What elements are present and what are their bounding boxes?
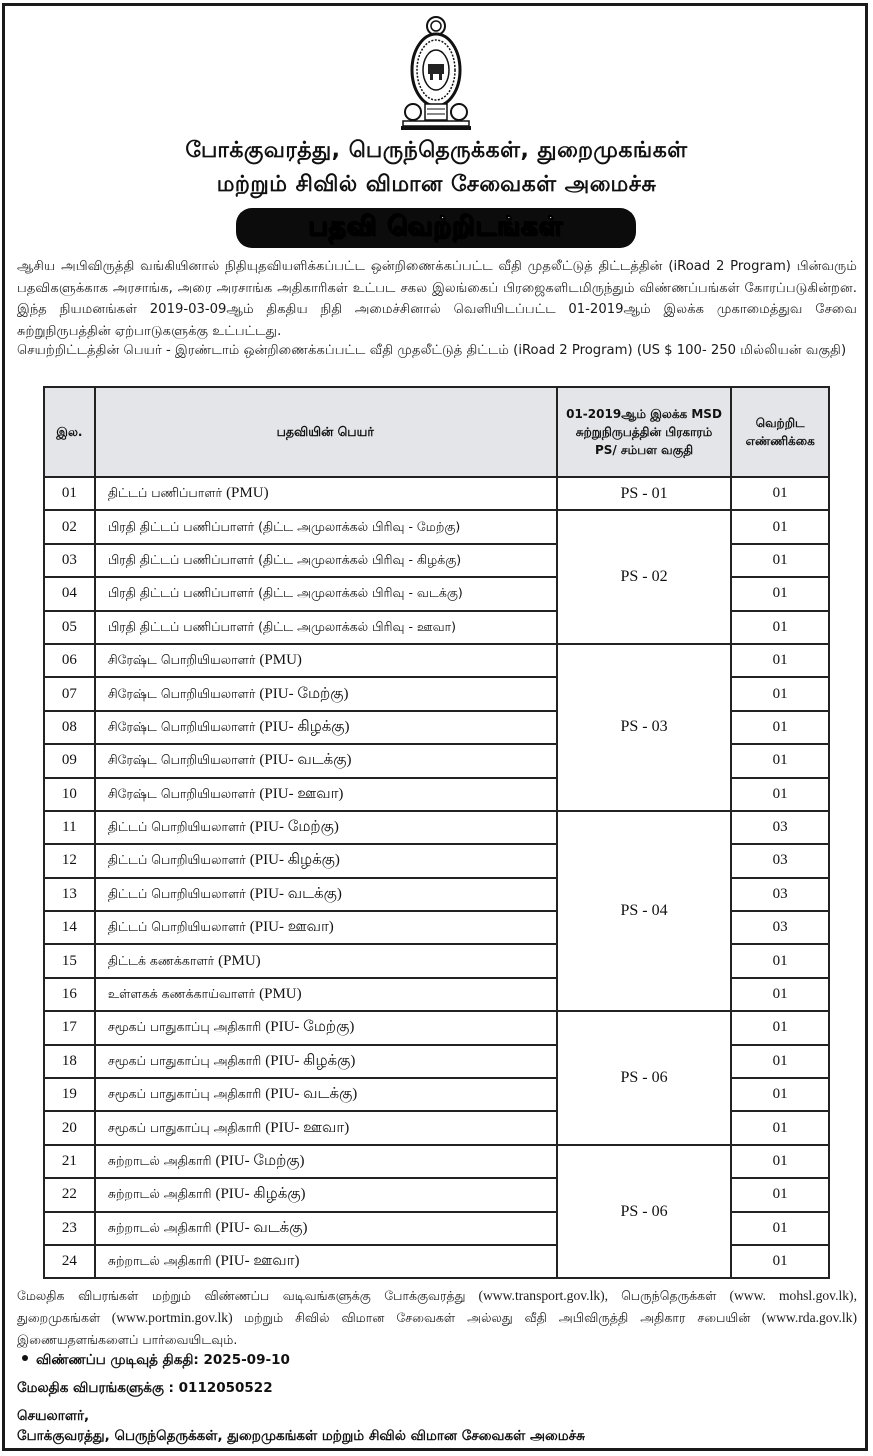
position-title: சமூகப் பாதுகாப்பு அதிகாரி [107,1119,262,1135]
position-title: சமூகப் பாதுகாப்பு அதிகாரி [107,1019,262,1035]
position-unit: (PIU- கிழக்கு) [215,1186,306,1203]
row-number: 07 [44,677,95,710]
position-title: சிரேஷ்ட பொறியியலாளர் [107,785,256,801]
position-unit: (PIU- கிழக்கு) [249,852,340,869]
row-number: 06 [44,644,95,677]
row-number: 19 [44,1078,95,1111]
position-name [95,477,557,510]
more-info-paragraph [17,1285,857,1351]
position-name [95,544,557,577]
info-prefix: மேலதிக விபரங்கள் மற்றும் விண்ணப்ப வடிவங்களுக்கு போக்குவரத்து [17,1288,466,1303]
salary-scale: PS - 02 [557,510,732,644]
row-number: 02 [44,510,95,543]
vacancy-count: 01 [731,1111,829,1144]
vacancy-count: 01 [731,1145,829,1178]
row-number: 10 [44,778,95,811]
row-number: 08 [44,711,95,744]
position-name [95,1045,557,1078]
row-number: 01 [44,477,95,510]
vacancy-count: 01 [731,744,829,777]
project-name: செயற்றிட்டத்தின் பெயர் - இரண்டாம் ஒன்றிணைக்கப்பட்ட வீதி முதலீட்டுத் திட்டம் (iRoad 2 Program) (US $ 100- 250 மில்லியன் வகுதி) [17,343,847,358]
ministry-title-line2: மற்றும் சிவில் விமான சேவைகள் அமைச்சு [216,172,657,197]
row-number: 15 [44,944,95,977]
vacancy-count: 01 [731,711,829,744]
row-number: 18 [44,1045,95,1078]
position-name [95,978,557,1011]
salary-scale: PS - 06 [557,1145,732,1279]
position-name [95,577,557,610]
contact-phone: மேலதிக விபரங்களுக்கு : 0112050522 [17,1380,273,1396]
link-transport[interactable]: (www.transport.gov.lk), [478,1288,609,1303]
row-number: 04 [44,577,95,610]
row-number: 12 [44,844,95,877]
position-name [95,778,557,811]
link-rda[interactable]: (www.rda.gov.lk) [761,1310,858,1325]
position-unit: (PIU- கிழக்கு) [259,718,350,735]
position-title: சமூகப் பாதுகாப்பு அதிகாரி [107,1052,262,1068]
vacancy-count: 01 [731,1011,829,1044]
position-unit: (PIU- வடக்கு) [215,1219,308,1236]
table-header-row [44,387,829,477]
header-salary-scale: 01-2019ஆம் இலக்க MSD சுற்றுநிருபத்தின் பிரகாரம் PS/ சம்பள வகுதி [557,387,732,477]
position-unit: (PIU- மேற்கு) [215,1153,305,1169]
position-unit: (PIU- மேற்கு) [259,685,349,702]
position-title: சிரேஷ்ட பொறியியலாளர் [107,685,256,701]
vacancy-count: 01 [731,1245,829,1278]
position-unit: (PIU- கிழக்கு) [265,1052,356,1069]
vacancy-count: 01 [731,477,829,510]
position-unit: (PIU- ஊவா) [249,919,334,936]
position-unit: (PMU) [226,485,269,502]
vacancy-count: 03 [731,811,829,844]
info-highways: பெருந்தெருக்கள் [621,1288,717,1303]
position-unit: (PIU- வடக்கு) [259,752,352,769]
row-number: 23 [44,1212,95,1245]
vacancy-count: 03 [731,878,829,911]
salary-scale: PS - 03 [557,644,732,811]
position-name [95,644,557,677]
position-name [95,711,557,744]
link-highways[interactable]: (www. mohsl.gov.lk), [729,1288,857,1303]
position-title: சிரேஷ்ட பொறியியலாளர் [107,752,256,768]
vacancy-count: 01 [731,1045,829,1078]
header-no: இல. [44,387,95,477]
salary-scale: PS - 04 [557,811,732,1011]
position-title: திட்டப் பொறியியலாளர் [107,885,246,901]
info-ports: துறைமுகங்கள் [17,1310,101,1325]
vacancy-count: 03 [731,844,829,877]
position-name [95,744,557,777]
row-number: 14 [44,911,95,944]
position-unit: (PIU- ஊவா) [215,1253,300,1270]
row-number: 16 [44,978,95,1011]
header-position-name: பதவியின் பெயர் [95,387,557,477]
position-title: திட்டப் பொறியியலாளர் [107,852,246,868]
position-title: திட்டப் பணிப்பாளர் [107,485,223,501]
position-name [95,1011,557,1044]
bullet-icon [22,1355,28,1361]
table-row [44,644,829,677]
vacancy-count: 01 [731,944,829,977]
position-title: பிரதி திட்டப் பணிப்பாளர் (திட்ட அமுலாக்கல் பிரிவு - வடக்கு) [107,585,463,601]
position-title: சிரேஷ்ட பொறியியலாளர் [107,718,256,734]
deadline-text: விண்ணப்ப முடிவுத் திகதி: 2025-09-10 [36,1352,290,1368]
position-unit: (PIU- மேற்கு) [265,1019,355,1036]
vacancy-count: 01 [731,1212,829,1245]
position-name [95,878,557,911]
vacancy-count: 01 [731,611,829,644]
position-unit: (PIU- வடக்கு) [265,1086,358,1103]
vacancy-count: 01 [731,544,829,577]
position-name [95,1111,557,1144]
sri-lanka-emblem-icon [397,14,475,132]
position-unit: (PMU) [259,986,302,1003]
position-name [95,611,557,644]
vacancy-count: 01 [731,644,829,677]
info-suffix: இணையதளங்களைப் பார்வையிடவும். [17,1332,238,1347]
row-number: 11 [44,811,95,844]
salary-scale: PS - 06 [557,1011,732,1145]
position-unit: (PMU) [218,952,261,969]
position-unit: (PIU- வடக்கு) [249,885,342,902]
row-number: 21 [44,1145,95,1178]
position-name [95,844,557,877]
position-title: பிரதி திட்டப் பணிப்பாளர் (திட்ட அமுலாக்கல் பிரிவு - கிழக்கு) [107,551,462,567]
position-title: சுற்றாடல் அதிகாரி [107,1253,212,1269]
intro-paragraph: ஆசிய அபிவிருத்தி வங்கியினால் நிதியுதவியளிக்கப்பட்ட ஒன்றிணைக்கப்பட்ட வீதி முதலீட்டுத் திட்டத்தின் (iRoad 2 Program) பின்வரும் பதவிகளுக்காக அரசாங்க, அரை அரசாங்க அதிகாரிகள் உட்பட சகல இலங்கைப் பிரஜைகளிடமிருந்தும் விண்ணப்பங்கள் கோரப்படுகின்றன. இந்த நியமனங்கள் 2019-03-09ஆம் திகதிய நிதி அமைச்சினால் வெளியிடப்பட்ட 01-2019ஆம் இலக்க முகாமைத்துவ சேவை சுற்றுநிருபத்தின் ஏற்பாடுகளுக்கு உட்பட்டது. [17,259,857,339]
position-name [95,1078,557,1111]
position-unit: (PMU) [259,652,302,669]
vacancy-count: 01 [731,677,829,710]
ministry-title-line1: போக்குவரத்து, பெருந்தெருக்கள், துறைமுகங்கள் [185,138,688,163]
table-row [44,477,829,510]
position-title: திட்டப் பொறியியலாளர் [107,819,246,835]
position-title: பிரதி திட்டப் பணிப்பாளர் (திட்ட அமுலாக்கல் பிரிவு - ஊவா) [107,618,457,634]
position-name [95,911,557,944]
vacancy-count: 03 [731,911,829,944]
banner-text: பதவி வெற்றிடங்கள் [308,211,564,242]
position-name [95,811,557,844]
position-title: சுற்றாடல் அதிகாரி [107,1186,212,1202]
info-mid: மற்றும் சிவில் விமான சேவைகள் அல்லது வீதி அபிவிருத்தி அதிகார சபையின் [244,1310,751,1325]
row-number: 13 [44,878,95,911]
position-title: சமூகப் பாதுகாப்பு அதிகாரி [107,1086,262,1102]
row-number: 24 [44,1245,95,1278]
vacancy-count: 01 [731,1178,829,1211]
row-number: 05 [44,611,95,644]
position-title: திட்டக் கணக்காளர் [107,952,215,968]
vacancy-table [43,386,830,1279]
position-name [95,1245,557,1278]
position-unit: (PIU- ஊவா) [259,785,344,802]
row-number: 22 [44,1178,95,1211]
table-row [44,510,829,543]
table-row [44,1011,829,1044]
row-number: 03 [44,544,95,577]
position-unit: (PIU- மேற்கு) [249,819,339,836]
position-title: திட்டப் பொறியியலாளர் [107,919,246,935]
position-title: பிரதி திட்டப் பணிப்பாளர் (திட்ட அமுலாக்கல் பிரிவு - மேற்கு) [107,518,461,534]
position-name [95,1178,557,1211]
intro-section [17,256,857,344]
row-number: 17 [44,1011,95,1044]
application-deadline [22,1352,290,1370]
vacancy-count: 01 [731,1078,829,1111]
vacancy-count: 01 [731,778,829,811]
table-row [44,811,829,844]
position-name [95,1212,557,1245]
vacancies-banner [236,208,636,248]
position-name [95,1145,557,1178]
table-body [44,477,829,1278]
position-title: சிரேஷ்ட பொறியியலாளர் [107,652,256,668]
position-unit: (PIU- ஊவா) [265,1119,350,1136]
link-ports[interactable]: (www.portmin.gov.lk) [111,1310,233,1325]
position-title: உள்ளகக் கணக்காய்வாளர் [107,986,256,1002]
vacancy-count: 01 [731,577,829,610]
position-title: சுற்றாடல் அதிகாரி [107,1219,212,1235]
vacancy-count: 01 [731,510,829,543]
salary-scale: PS - 01 [557,477,732,510]
vacancy-count: 01 [731,978,829,1011]
signatory-title: செயலாளர், [17,1408,90,1424]
header-vacancy-count: வெற்றிட எண்ணிக்கை [731,387,829,477]
signatory-ministry: போக்குவரத்து, பெருந்தெருக்கள், துறைமுகங்கள் மற்றும் சிவில் விமான சேவைகள் அமைச்சு [17,1428,585,1444]
position-title: சுற்றாடல் அதிகாரி [107,1153,212,1168]
position-name [95,677,557,710]
position-name [95,510,557,543]
position-name [95,944,557,977]
table-row [44,1145,829,1178]
row-number: 20 [44,1111,95,1144]
row-number: 09 [44,744,95,777]
